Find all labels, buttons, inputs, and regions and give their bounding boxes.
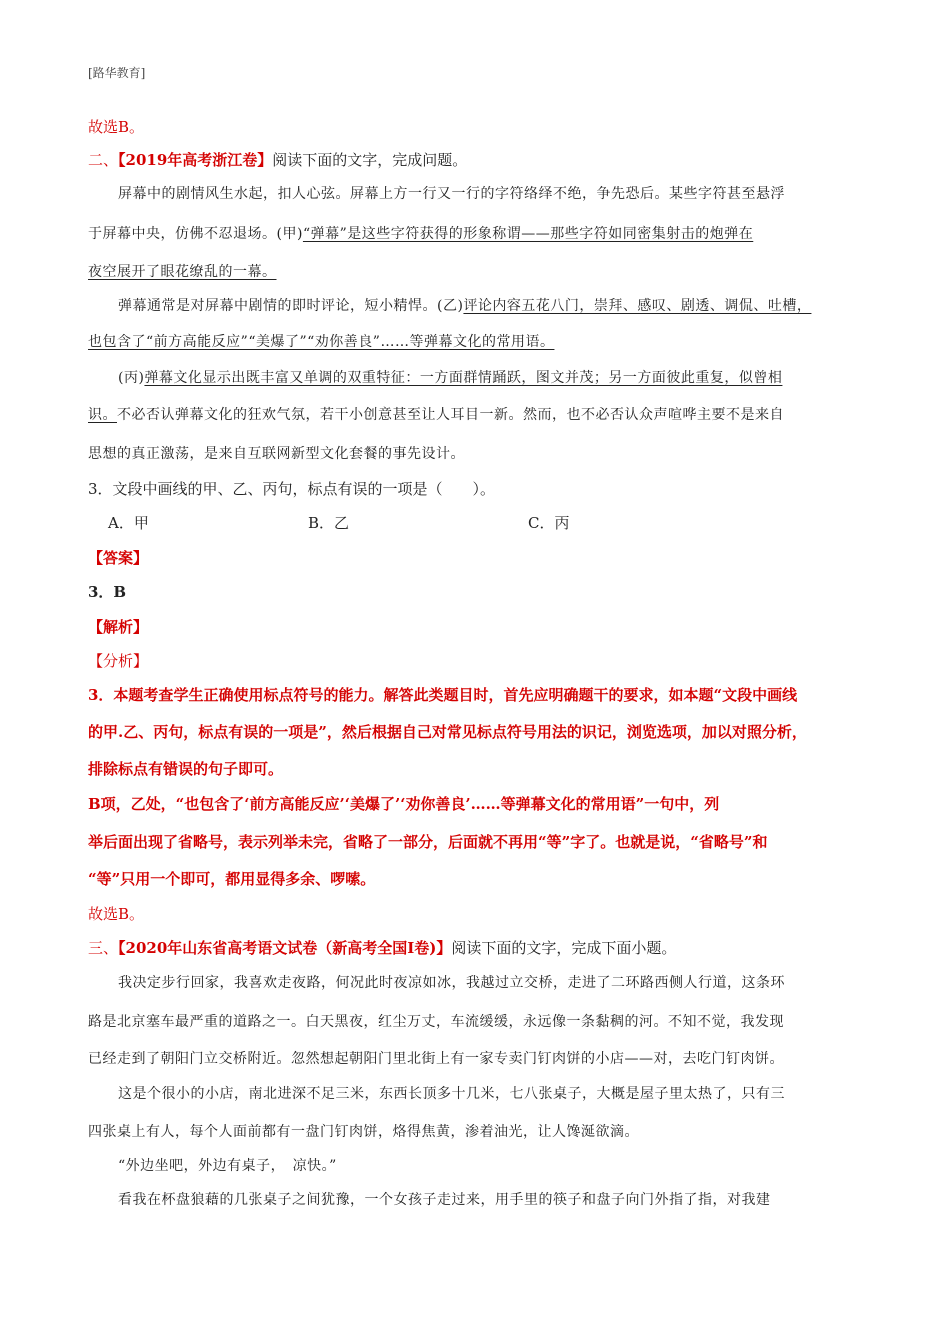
fenxi-label: 【分析】 [88,652,149,670]
header-watermark: [路华教育] [88,66,146,80]
story-line: 我决定步行回家，我喜欢走夜路，何况此时夜凉如冰，我越过立交桥，走进了二环路西侧人行道，这条环 [118,975,785,991]
answer-value: 3．B [88,583,127,601]
story-line: 这是个很小的小店，南北进深不足三米，东西长顶多十几米，七八张桌子，大概是屋子里太热了，只有三 [118,1086,785,1102]
passage-line [118,368,782,388]
instruction: 阅读下面的文字，完成问题。 [272,151,468,169]
underlined-sentence-bing: 弹幕文化显示出既丰富又单调的双重特征：一方面群情踊跃，图文并茂；另一方面彼此重复，似曾相 [144,370,783,386]
underlined-sentence-jia-cont: 夜空展开了眼花缭乱的一幕。 [88,264,277,280]
story-line: 四张桌上有人，每个人面前都有一盘门钉肉饼，烙得焦黄，渗着油光，让人馋涎欲滴。 [88,1124,639,1140]
analysis-line: B项，乙处，“也包含了‘前方高能反应’‘美爆了’‘劝你善良’……等弹幕文化的常用语”一句中，列 [88,795,720,813]
analysis-line: 的甲.乙、丙句，标点有误的一项是”，然后根据自己对常见标点符号用法的识记，浏览选项，加以对照分析， [88,723,807,741]
passage-text: 不必否认弹幕文化的狂欢气氛，若干小创意甚至让人耳目一新。然而，也不必否认众声喧哗主要不是来自 [117,407,784,423]
story-line: 看我在杯盘狼藉的几张桌子之间犹豫，一个女孩子走过来，用手里的筷子和盘子向门外指了指，对我建 [118,1192,771,1208]
passage-line: 屏幕中的剧情风生水起，扣人心弦。屏幕上方一行又一行的字符络绎不绝，争先恐后。某些字符甚至悬浮 [118,186,785,202]
source-tag: 【2019年高考浙江卷】 [118,151,273,169]
section-heading [88,938,676,958]
story-line: 路是北京塞车最严重的道路之一。白天黑夜，红尘万丈，车流缓缓，永远像一条黏稠的河。不知不觉，我发现 [88,1014,784,1030]
underlined-sentence-bing-cont: 识。 [88,407,117,423]
passage-line [88,224,753,244]
passage-text: 弹幕通常是对屏幕中剧情的即时评论，短小精悍。(乙) [118,298,464,314]
underlined-sentence-yi-cont: 也包含了“前方高能反应”“美爆了”“劝你善良”……等弹幕文化的常用语。 [88,334,555,350]
analysis-line: 举后面出现了省略号，表示列举未完，省略了一部分，后面就不再用“等”字了。也就是说，“省略号”和 [88,833,768,851]
passage-text: (丙) [118,370,145,386]
option-a: A．甲 [108,514,149,532]
source-tag: 【2020年山东省高考语文试卷（新高考全国Ⅰ卷)】 [118,939,452,957]
section-heading [88,150,467,170]
underlined-sentence-jia: “弹幕”是这些字符获得的形象称谓——那些字符如同密集射击的炮弹在 [302,226,754,242]
analysis-line: 排除标点有错误的句子即可。 [88,760,284,778]
passage-line [118,296,811,316]
story-line: 已经走到了朝阳门立交桥附近。忽然想起朝阳门里北街上有一家专卖门钉肉饼的小店——对，去吃门钉肉饼。 [88,1051,784,1067]
analysis-line: “等”只用一个即可，都用显得多余、啰嗦。 [88,870,376,888]
underlined-sentence-yi: 评论内容五花八门，崇拜、感叹、剧透、调侃、吐槽， [463,298,812,314]
question-text: 3．文段中画线的甲、乙、丙句，标点有误的一项是（ ）。 [88,480,496,498]
answer-label: 【答案】 [88,549,149,567]
section-number: 二、 [88,151,119,169]
conclusion-text: 故选B。 [88,118,145,136]
passage-line [88,405,784,425]
instruction: 阅读下面的文字，完成下面小题。 [451,939,677,957]
story-line: “外边坐吧，外边有桌子， 凉快。” [118,1158,337,1174]
section-number: 三、 [88,939,119,957]
option-b: B．乙 [308,514,350,532]
analysis-label: 【解析】 [88,618,149,636]
analysis-line: 3．本题考查学生正确使用标点符号的能力。解答此类题目时，首先应明确题干的要求，如本题“文段中画线 [88,686,798,704]
passage-line: 思想的真正激荡，是来自互联网新型文化套餐的事先设计。 [88,446,465,462]
passage-text: 于屏幕中央，仿佛不忍退场。(甲) [88,226,303,242]
option-c: C．丙 [528,514,570,532]
conclusion-text: 故选B。 [88,905,145,923]
